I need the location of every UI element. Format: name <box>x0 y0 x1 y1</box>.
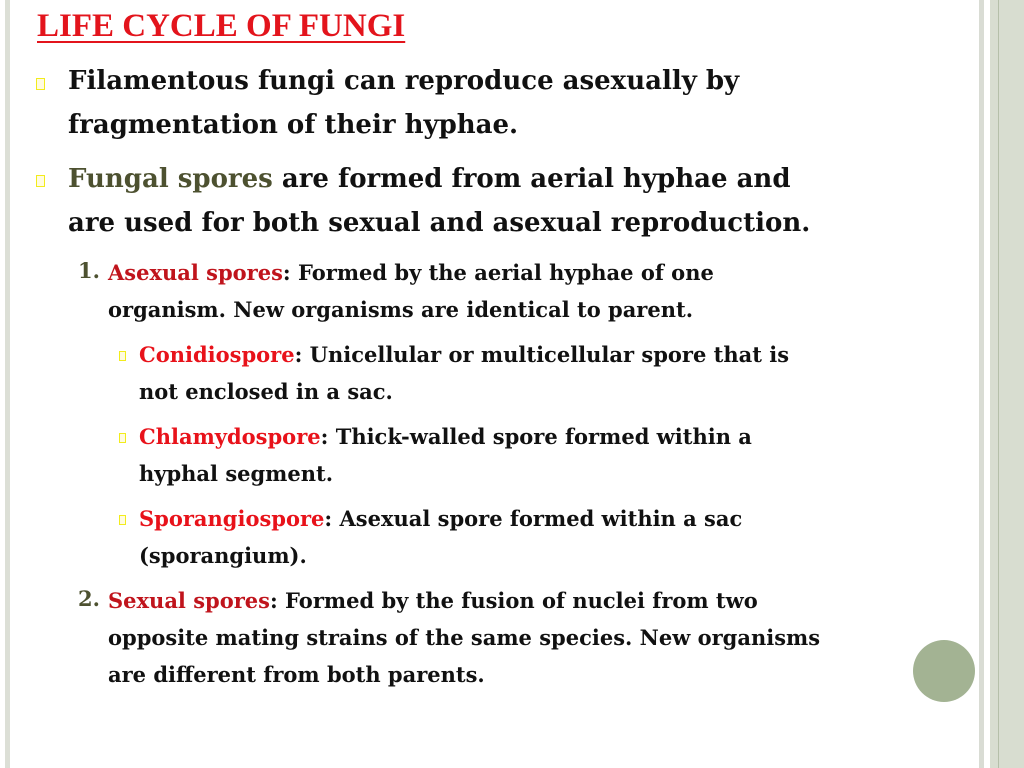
item-text: : Thick-walled spore formed within a <box>320 424 752 449</box>
item-line <box>108 254 1008 291</box>
item-line <box>139 500 999 537</box>
square-bullet-icon <box>119 515 126 525</box>
bullet-text: are formed from aerial hyphae and <box>272 164 791 194</box>
term-asexual-spores: Asexual spores <box>108 260 283 285</box>
bullet-line: are used for both sexual and asexual reproduction. <box>68 208 811 238</box>
list-number: 1. <box>78 258 100 283</box>
subitem-conidiospore <box>139 336 999 410</box>
item-line <box>139 418 999 455</box>
bullet-line: Filamentous fungi can reproduce asexually by <box>68 66 740 96</box>
item-line: (sporangium). <box>139 543 307 568</box>
item-text: : Unicellular or multicellular spore that is <box>294 342 790 367</box>
item-line: not enclosed in a sac. <box>139 379 393 404</box>
item-line: opposite mating strains of the same species. New organisms <box>108 625 821 650</box>
item-line <box>139 336 999 373</box>
numbered-item-sexual-spores <box>108 582 1008 693</box>
numbered-item-asexual-spores <box>108 254 1008 328</box>
term-sporangiospore: Sporangiospore <box>139 506 325 531</box>
item-line: organism. New organisms are identical to parent. <box>108 297 694 322</box>
term-chlamydospore: Chlamydospore <box>139 424 321 449</box>
term-fungal-spores: Fungal spores <box>68 164 273 194</box>
square-bullet-icon <box>36 175 45 187</box>
item-text: : Formed by the aerial hyphae of one <box>282 260 714 285</box>
subitem-chlamydospore <box>139 418 999 492</box>
square-bullet-icon <box>36 78 45 90</box>
item-text: : Formed by the fusion of nuclei from two <box>269 588 758 613</box>
subitem-sporangiospore <box>139 500 999 574</box>
item-line: hyphal segment. <box>139 461 334 486</box>
square-bullet-icon <box>119 433 126 443</box>
item-line <box>108 582 1008 619</box>
item-text: : Asexual spore formed within a sac <box>324 506 743 531</box>
bullet-filamentous-fungi <box>68 59 988 147</box>
term-sexual-spores: Sexual spores <box>108 588 270 613</box>
term-conidiospore: Conidiospore <box>139 342 295 367</box>
square-bullet-icon <box>119 351 126 361</box>
list-number: 2. <box>78 586 100 611</box>
bullet-line <box>68 157 988 201</box>
slide-title: LIFE CYCLE OF FUNGI <box>37 8 406 44</box>
bullet-fungal-spores <box>68 157 988 245</box>
bullet-line: fragmentation of their hyphae. <box>68 110 519 140</box>
item-line: are different from both parents. <box>108 662 485 687</box>
